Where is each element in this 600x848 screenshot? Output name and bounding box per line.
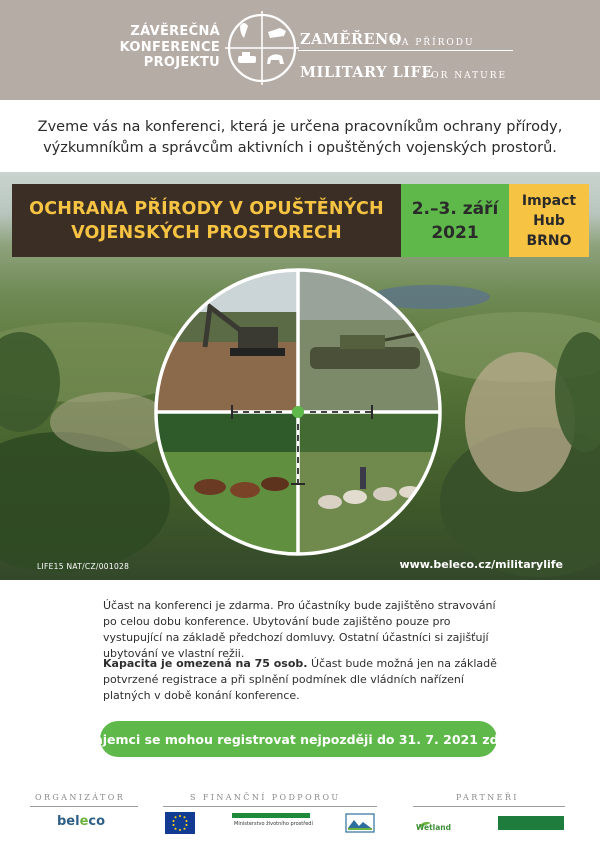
venue-line-1: Impact — [521, 192, 577, 209]
conference-line-1: ZÁVĚREČNÁ — [130, 24, 220, 39]
wetland-logo[interactable] — [413, 815, 453, 833]
invitation-line-1: Zveme vás na konferenci, která je určena pracovníkům ochrany přírody, — [37, 119, 563, 135]
date-box — [401, 184, 509, 257]
register-button[interactable]: Zájemci se mohou registrovat nejpozději do 31. 7. 2021 zde. — [100, 721, 497, 757]
logo-subtitle-czech: NA PŘÍRODU — [392, 38, 475, 48]
partner-green-logo[interactable] — [498, 816, 564, 830]
date-line-1: 2.–3. září — [411, 198, 499, 219]
footer-label-support: S FINANČNÍ PODPOROU — [190, 793, 341, 802]
footer-label-partners: PARTNEŘI — [456, 793, 519, 802]
conference-line-3: PROJEKTU — [143, 55, 220, 70]
capacity-paragraph — [103, 656, 503, 704]
conference-title-box — [12, 184, 401, 257]
invitation-line-2: výzkumníkům a správcům aktivních i opuštěných vojenských prostorů. — [43, 140, 557, 156]
venue-line-3: BRNO — [526, 232, 572, 249]
ministry-logo-text: Ministerstvo životního prostředí — [234, 821, 313, 827]
footer-rule-partners — [413, 806, 565, 807]
logo-subtitle-english: FOR NATURE — [423, 71, 508, 81]
capacity-rest: Účast bude možná jen na základě potvrzené registrace a při splnění podmínek dle vládních nařízení platných v době konání konference. — [103, 657, 497, 702]
logo-title-czech: ZAMĚŘENO — [300, 31, 402, 48]
header-band — [0, 0, 600, 100]
ministry-logo-bar — [232, 813, 310, 818]
conference-line-2: KONFERENCE — [119, 39, 220, 55]
landscape-photo — [0, 172, 600, 580]
ministry-logo[interactable] — [232, 813, 313, 833]
attendance-paragraph: Účast na konferenci je zdarma. Pro účastníky bude zajištěno stravování po celou dobu konference. Ubytování bude zajištěno pouze pro vystupující na základě předchozí domluvy. Ostatní účastníci si zajišťují ubytování ve vlastní režii. — [103, 599, 496, 660]
venue-line-2: Hub — [533, 212, 565, 229]
beleco-logo[interactable] — [57, 814, 105, 829]
logo-title-english: MILITARY LIFE — [300, 64, 433, 81]
date-line-2: 2021 — [431, 222, 479, 243]
logo-rule-top — [298, 50, 513, 51]
crosshair-logo-icon — [224, 10, 300, 86]
wetland-logo-text: Wetland — [416, 823, 452, 832]
conference-label — [90, 24, 220, 71]
eu-life-logo-icon[interactable] — [165, 812, 195, 834]
beleco-logo-part-1: bel — [57, 814, 80, 829]
beleco-logo-part-3: co — [88, 814, 106, 829]
conference-title-line-1: OCHRANA PŘÍRODY V OPUŠTĚNÝCH — [29, 198, 384, 219]
footer-rule-organizer — [30, 806, 138, 807]
conference-title-line-2: VOJENSKÝCH PROSTORECH — [71, 222, 342, 243]
capacity-bold: Kapacita je omezená na 75 osob. — [103, 657, 308, 670]
venue-box — [509, 184, 589, 257]
czech-partner-logo-icon[interactable] — [344, 812, 376, 834]
footer-label-organizer: ORGANIZÁTOR — [35, 793, 126, 802]
invitation-text — [30, 117, 570, 159]
life-project-code: LIFE15 NAT/CZ/001028 — [37, 562, 130, 571]
beleco-logo-part-2: e — [79, 814, 89, 829]
website-link[interactable]: www.beleco.cz/militarylife — [399, 558, 563, 571]
footer-rule-support — [163, 806, 377, 807]
